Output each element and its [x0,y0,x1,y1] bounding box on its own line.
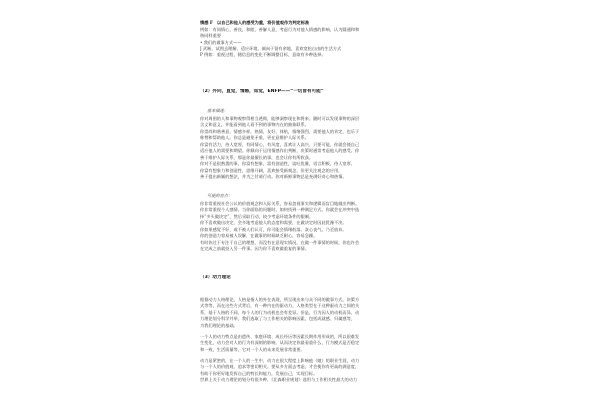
text-line: 与一个人的价值观、追求等密切相关。要从多方面去考虑，才会使你有更高的满意度， [200,364,360,369]
text-line: 有助于你更好地发挥自己的特长和能力，发展自己，实现目标。 [200,371,318,376]
text-line: 根据动力人格理论，人格是指人的外在表现，所呈现出来与众不同的做事方式，决策方 [200,297,360,302]
text-line: 你非常重视社会公认的价值观念和人际关系，容易忽视事实和逻辑而盲目地做出判断。 [200,201,360,206]
text-line: 动力是紧密的，在一个人的一生中，动力在很大程度上影响他（她）的职业生涯，动力 [200,358,360,363]
text-line: 世界上关于动力理论的划分有很多种，《北森职业规划》选用与工作相关性最大的动力 [200,377,358,382]
text-line: P 例如：重视过程，随信息的变化不断调整目标，意欲有多种选择。 [200,52,326,57]
text-line: 式等等，而在这些方式背后，有一种内在的驱动力。人格类型在于这种驱动力之间的关 [200,303,360,308]
text-line: 你对不是很熟悉的事，你富有想象，富有创造性，谈吐优雅，语言积极，待人宽厚。 [200,161,355,166]
text-line: 你富有想象力和创造性，思维开阔，喜欢接受新观念，但更关注观念的应用， [200,168,343,173]
subheading-blind-spots: 可能的盲点： [207,193,233,198]
text-line: 一个人的动力特点是由遗传、家庭环境、成长经历等因素长期作用形成的，所以很难发 [200,334,360,339]
section-heading-motivation-theory: （3）动力理论 [200,275,231,280]
text-line: 你的创造力容易被人误解，在做事的时候缺乏耐心，容易急躁。 [200,233,318,238]
text-line: 你非常重视个人感情。当你面临的问题时，如何找到一种满足方式，你就会在冲突中选 [200,207,360,212]
text-line: 为我们理论的基础。 [200,323,238,328]
text-line: 系，基于人格的不同，每个人的行为动机也会有差异。但是，行为因人的动机而异，动 [200,310,360,315]
text-line: 称赞和帮助他人。你总是避免矛盾，更在意维护人际关系。 [200,135,309,140]
text-line: 含义和意义，并能看到他人看不到的事物内在的抽象联系。 [200,122,309,127]
text-line: 适应他人的需要和期望。你倾向于运用情感作出判断，决策时通常考虑他人的感受。你 [200,148,360,153]
text-line: 你崇尚和谐善意，情感多样，热情，友好，体贴，情绪强烈，需要他人的肯定，也乐于 [200,129,360,134]
text-line: 有时你过于专注于自己的理想，而没有在意现实情况，在做一件事情的时候，你也许会 [200,240,360,245]
text-line: 你不喜欢做出决定，会多地考虑他人的态度和需要，在做决定时因此犹豫不决。 [200,220,347,225]
text-line: 你富有活力，待人宽厚，有同情心，有风度，喜欢让人高兴。只要可能，你就会使自己 [200,142,360,147]
text-line: 生变化，动力会对人的行为有深刻的影响，从而决定你最看重什么，行为模式是否稳定 [200,340,360,345]
text-line: 你对周围的人和事物观察得相当透彻，能够洞察现在和将来。随时可以发现事物的深层 [200,116,360,121]
section-heading-enfp: （2）外向，直觉，情感，知觉，ENFP——“一切皆有可能” [200,89,324,94]
text-line: 择“多头做决定”，然后采取行动，较少考虑环境条件的限制。 [200,214,314,219]
text-line: • 我们的做事方式—— [200,40,242,45]
feeling-trait-line: 情感 F 以自己和他人的感受为重，将价值观作为判定标准 [200,20,310,25]
text-line: 善于提出新颖的想法，并为之付诸行动。你对新鲜事物总是充满好奇心和热情。 [200,174,347,179]
text-line: 善于维护人际关系，那是你最擅长的事，也会让你有所收获。 [200,155,314,160]
text-line: 在完成之前就投入另一件事。因为你不喜欢做重复的事情。 [200,246,309,251]
text-line: 谐同样重要 [200,33,221,38]
text-line: 例如：有同情心，善良，和睦，善解人意，考虑行为对他人情感的影响，认为圆通和和 [200,27,360,32]
text-line: 力理论划分科学并举，我们选取了与工作相关的影响因素，包括成就感、归属感等， [200,316,355,321]
text-line: J 武断，试图去理解，适应环境，倾向于留有余地，喜欢宽松自由的生活方式 [200,46,342,51]
text-line: 你如果感觉不好，或不被人们认可，你可能会情绪低落、灰心丧气，乃至放弃。 [200,227,347,232]
subheading-basic-description: 基本描述： [207,108,228,113]
text-line: 和一致，生活质量等，它对一个人的未来发展非常重要。 [200,347,305,352]
